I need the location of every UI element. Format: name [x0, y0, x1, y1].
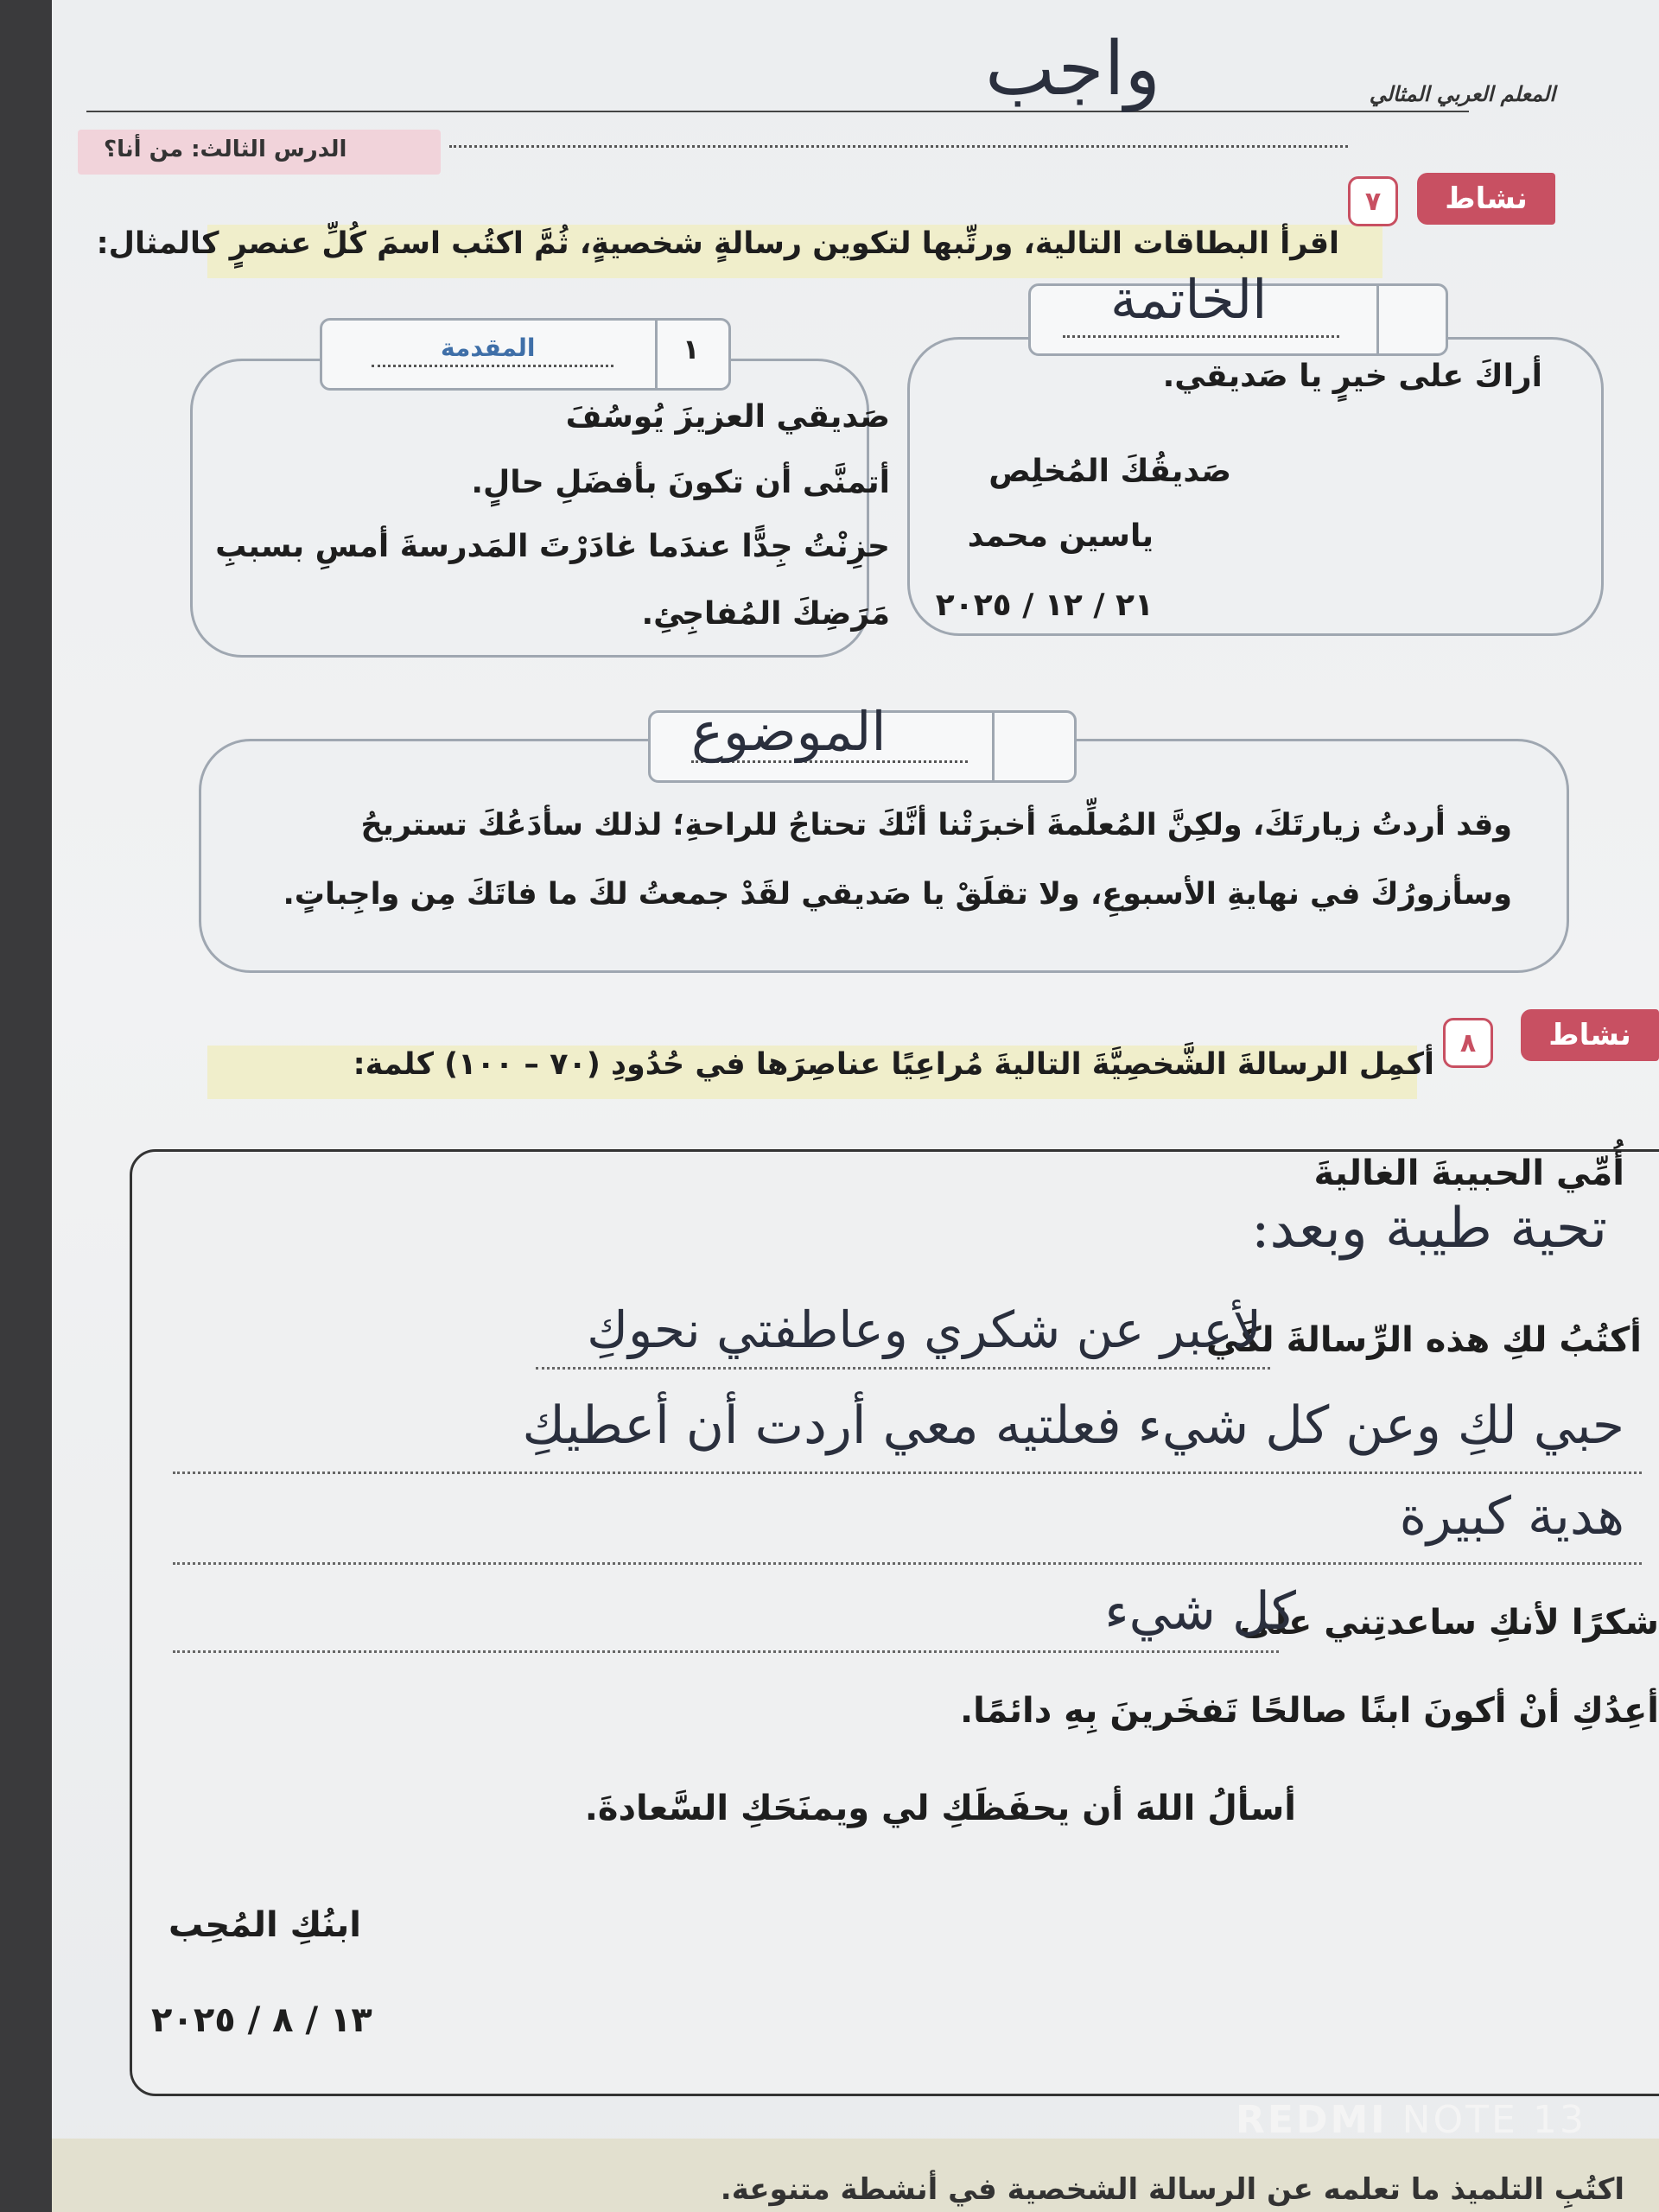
- label-separator: [1376, 286, 1379, 353]
- card-line: وقد أردتُ زيارتَكَ، ولكِنَّ المُعلِّمةَ أخبرَتْنا أنَّكَ تحتاجُ للراحةِ؛ لذلك سأدَعُكَ تستريحُ: [360, 808, 1512, 842]
- card-line: ياسين محمد: [967, 518, 1154, 554]
- bottom-instruction: اكتُبِ التلميذ ما تعلمه عن الرسالة الشخصية في أنشطة متنوعة.: [720, 2172, 1624, 2207]
- activity-number: ٨: [1443, 1018, 1493, 1068]
- activity-number: ٧: [1348, 176, 1398, 226]
- letter-signature: ابنُكِ المُحِب: [168, 1905, 361, 1945]
- writing-line[interactable]: [173, 1562, 1642, 1565]
- watermark-model: NOTE 13: [1402, 2098, 1586, 2142]
- handwritten-answer: كل شيء: [1104, 1581, 1296, 1642]
- watermark-brand: REDMI: [1236, 2098, 1388, 2142]
- letter-date: ١٣ / ٨ / ٢٠٢٥: [151, 2000, 372, 2040]
- worksheet-page: [52, 0, 1659, 2212]
- printed-label: المقدمة: [441, 334, 536, 362]
- handwritten-answer: حبي لكِ وعن كل شيء فعلتيه معي أردت أن أعطيكِ: [522, 1395, 1624, 1456]
- handwritten-label: الموضوع: [691, 700, 887, 763]
- letter-line: أعِدُكِ أنْ أكونَ ابنًا صالحًا تَفخَرينَ بِهِ دائمًا.: [959, 1691, 1659, 1731]
- activity-instruction: أكمِل الرسالةَ الشَّخصِيَّةَ التاليةَ مُراعِيًا عناصِرَها في حُدُودِ (٧٠ – ١٠٠) كلمة:: [353, 1047, 1434, 1082]
- letter-prompt: أكتُبُ لكِ هذه الرِّسالةَ لكَي: [1205, 1320, 1642, 1360]
- card-line: صَديقي العزيزَ يُوسُفَ: [565, 399, 890, 435]
- letter-greeting: أُمِّي الحبيبةَ الغاليةَ: [1313, 1154, 1624, 1193]
- card-line: مَرَضِكَ المُفاجِئِ.: [641, 596, 890, 632]
- handwritten-answer: لأعبر عن شكري وعاطفتي نحوكِ: [587, 1300, 1262, 1359]
- activity-tag: نشاط: [1417, 173, 1555, 225]
- card-line: ٢١ / ١٢ / ٢٠٢٥: [935, 588, 1154, 623]
- card-line: صَديقُكَ المُخلِص: [988, 454, 1231, 489]
- label-separator: [655, 321, 658, 388]
- camera-watermark: [1236, 2098, 1586, 2142]
- card-number: ١: [683, 333, 700, 365]
- handwritten-note: واجب: [985, 26, 1161, 112]
- card-line: وسأزورُكَ في نهايةِ الأسبوعِ، ولا تقلَقْ يا صَديقي لقَدْ جمعتُ لكَ ما فاتَكَ مِن واجِباتٍ.: [283, 877, 1512, 912]
- activity-instruction: اقرأ البطاقات التالية، ورتِّبها لتكوين رسالةٍ شخصيةٍ، ثُمَّ اكتُب اسمَ كُلِّ عنصرٍ كالمثال:: [96, 226, 1339, 261]
- card-line: أراكَ على خيرٍ يا صَديقي.: [1162, 359, 1542, 394]
- label-separator: [992, 713, 995, 780]
- activity-tag: نشاط: [1521, 1009, 1659, 1061]
- card-line: أتمنَّى أن تكونَ بأفضَلِ حالٍ.: [471, 465, 890, 500]
- header-rule: [86, 111, 1469, 112]
- writing-line[interactable]: [173, 1650, 1279, 1653]
- writing-line[interactable]: [173, 1471, 1642, 1474]
- card-line: حزِنْتُ جِدًّا عندَما غادَرْتَ المَدرسةَ أمسِ بسببِ: [215, 529, 890, 564]
- handwritten-label: الخاتمة: [1110, 268, 1268, 331]
- book-title: المعلم العربي المثالي: [1369, 82, 1555, 106]
- lesson-title: الدرس الثالث: من أنا؟: [104, 137, 347, 162]
- writing-line[interactable]: [536, 1367, 1270, 1370]
- letter-line: أسألُ اللهَ أن يحفَظَكِ لي ويمنَحَكِ السَّعادةَ.: [584, 1789, 1296, 1828]
- lesson-dotted-rule: [449, 145, 1348, 148]
- label-dotted-line: [372, 365, 613, 367]
- label-dotted-line: [1063, 335, 1339, 338]
- handwritten-answer: هدية كبيرة: [1399, 1486, 1624, 1547]
- letter-prompt: شكرًا لأنكِ ساعدتِني على: [1239, 1603, 1659, 1643]
- handwritten-opening: تحية طيبة وبعد:: [1250, 1197, 1607, 1261]
